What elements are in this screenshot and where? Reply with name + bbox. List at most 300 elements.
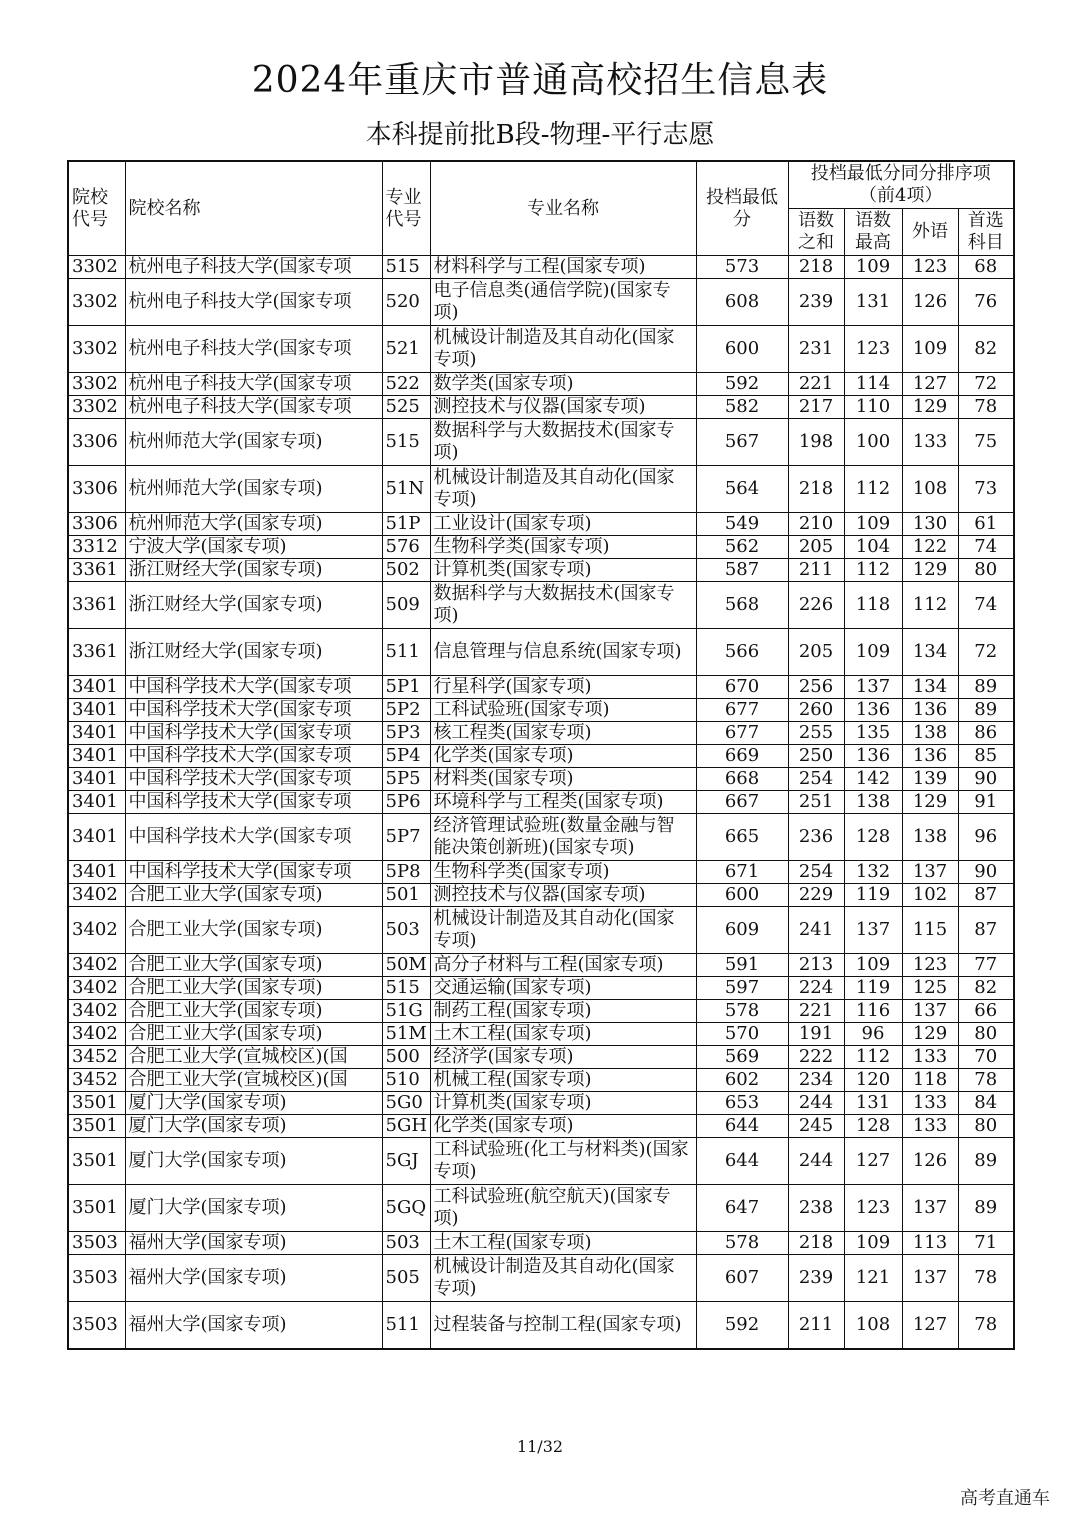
- cell-foreign-language: 129: [902, 1023, 958, 1046]
- cell-first-subject: 87: [958, 884, 1014, 907]
- cell-chinese-math-sum: 244: [788, 1092, 844, 1115]
- cell-foreign-language: 134: [902, 676, 958, 699]
- cell-major-name: 数学类(国家专项): [430, 373, 696, 396]
- cell-min-score: 677: [696, 699, 788, 722]
- cell-foreign-language: 102: [902, 884, 958, 907]
- cell-chinese-math-max: 104: [844, 536, 902, 559]
- cell-min-score: 591: [696, 954, 788, 977]
- cell-first-subject: 80: [958, 559, 1014, 582]
- cell-chinese-math-max: 136: [844, 745, 902, 768]
- cell-school-code: 3306: [68, 466, 125, 513]
- cell-first-subject: 78: [958, 396, 1014, 419]
- cell-school-name: 福州大学(国家专项): [125, 1232, 382, 1255]
- table-row: [68, 279, 1014, 326]
- cell-chinese-math-sum: 234: [788, 1069, 844, 1092]
- cell-school-code: 3306: [68, 419, 125, 466]
- admission-table: [67, 160, 1015, 1350]
- cell-major-name: 工科试验班(航空航天)(国家专项): [430, 1185, 696, 1232]
- cell-major-code: 521: [382, 326, 430, 373]
- cell-min-score: 566: [696, 629, 788, 676]
- table-row: [68, 768, 1014, 791]
- cell-foreign-language: 133: [902, 1115, 958, 1138]
- cell-school-code: 3361: [68, 559, 125, 582]
- cell-first-subject: 80: [958, 1023, 1014, 1046]
- cell-foreign-language: 134: [902, 629, 958, 676]
- cell-foreign-language: 133: [902, 1092, 958, 1115]
- cell-major-name: 工科试验班(化工与材料类)(国家专项): [430, 1138, 696, 1185]
- cell-major-name: 核工程类(国家专项): [430, 722, 696, 745]
- table-row: [68, 536, 1014, 559]
- cell-school-code: 3402: [68, 977, 125, 1000]
- cell-chinese-math-max: 108: [844, 1302, 902, 1350]
- table-row: [68, 791, 1014, 814]
- cell-major-code: 515: [382, 256, 430, 279]
- cell-min-score: 582: [696, 396, 788, 419]
- cell-first-subject: 61: [958, 513, 1014, 536]
- cell-major-name: 电子信息类(通信学院)(国家专项): [430, 279, 696, 326]
- cell-school-name: 中国科学技术大学(国家专项: [125, 791, 382, 814]
- table-row: [68, 629, 1014, 676]
- cell-foreign-language: 113: [902, 1232, 958, 1255]
- cell-major-code: 522: [382, 373, 430, 396]
- cell-chinese-math-sum: 218: [788, 256, 844, 279]
- cell-foreign-language: 137: [902, 1255, 958, 1302]
- cell-min-score: 609: [696, 907, 788, 954]
- cell-foreign-language: 133: [902, 419, 958, 466]
- table-row: [68, 1069, 1014, 1092]
- cell-school-code: 3401: [68, 745, 125, 768]
- cell-chinese-math-sum: 218: [788, 1232, 844, 1255]
- cell-chinese-math-sum: 226: [788, 582, 844, 629]
- cell-chinese-math-sum: 210: [788, 513, 844, 536]
- cell-major-code: 5P6: [382, 791, 430, 814]
- cell-chinese-math-max: 131: [844, 279, 902, 326]
- cell-chinese-math-sum: 250: [788, 745, 844, 768]
- cell-school-name: 合肥工业大学(国家专项): [125, 884, 382, 907]
- cell-school-name: 福州大学(国家专项): [125, 1302, 382, 1350]
- cell-first-subject: 82: [958, 326, 1014, 373]
- cell-chinese-math-sum: 244: [788, 1138, 844, 1185]
- cell-first-subject: 76: [958, 279, 1014, 326]
- cell-first-subject: 86: [958, 722, 1014, 745]
- cell-major-name: 交通运输(国家专项): [430, 977, 696, 1000]
- cell-chinese-math-max: 138: [844, 791, 902, 814]
- cell-major-code: 51P: [382, 513, 430, 536]
- cell-school-name: 杭州师范大学(国家专项): [125, 466, 382, 513]
- brand-label: 高考直通车: [960, 1488, 1050, 1509]
- cell-major-code: 511: [382, 1302, 430, 1350]
- cell-chinese-math-max: 96: [844, 1023, 902, 1046]
- cell-chinese-math-sum: 236: [788, 814, 844, 861]
- cell-school-code: 3312: [68, 536, 125, 559]
- cell-chinese-math-max: 114: [844, 373, 902, 396]
- table-row: [68, 582, 1014, 629]
- cell-major-code: 51G: [382, 1000, 430, 1023]
- cell-school-name: 中国科学技术大学(国家专项: [125, 814, 382, 861]
- cell-chinese-math-max: 128: [844, 1115, 902, 1138]
- table-row: [68, 954, 1014, 977]
- cell-chinese-math-sum: 213: [788, 954, 844, 977]
- cell-major-name: 测控技术与仪器(国家专项): [430, 396, 696, 419]
- cell-school-code: 3361: [68, 629, 125, 676]
- cell-first-subject: 66: [958, 1000, 1014, 1023]
- table-row: [68, 861, 1014, 884]
- table-row: [68, 513, 1014, 536]
- cell-major-code: 509: [382, 582, 430, 629]
- table-row: [68, 745, 1014, 768]
- cell-major-code: 51N: [382, 466, 430, 513]
- cell-major-name: 环境科学与工程类(国家专项): [430, 791, 696, 814]
- cell-major-name: 制药工程(国家专项): [430, 1000, 696, 1023]
- cell-school-code: 3402: [68, 884, 125, 907]
- page-number: 11/32: [516, 1437, 564, 1456]
- cell-school-code: 3501: [68, 1185, 125, 1232]
- cell-min-score: 592: [696, 1302, 788, 1350]
- cell-chinese-math-max: 109: [844, 954, 902, 977]
- cell-min-score: 669: [696, 745, 788, 768]
- header-foreign-language: 外语: [902, 209, 958, 256]
- page-title: 2024年重庆市普通高校招生信息表: [251, 60, 829, 101]
- cell-major-name: 经济学(国家专项): [430, 1046, 696, 1069]
- cell-major-name: 土木工程(国家专项): [430, 1023, 696, 1046]
- cell-school-code: 3302: [68, 279, 125, 326]
- table-row: [68, 722, 1014, 745]
- cell-major-code: 515: [382, 977, 430, 1000]
- cell-school-code: 3501: [68, 1138, 125, 1185]
- cell-chinese-math-sum: 224: [788, 977, 844, 1000]
- cell-chinese-math-max: 137: [844, 676, 902, 699]
- cell-foreign-language: 129: [902, 396, 958, 419]
- cell-school-name: 中国科学技术大学(国家专项: [125, 768, 382, 791]
- cell-chinese-math-sum: 211: [788, 559, 844, 582]
- cell-foreign-language: 137: [902, 861, 958, 884]
- cell-min-score: 608: [696, 279, 788, 326]
- table-row: [68, 977, 1014, 1000]
- cell-chinese-math-sum: 218: [788, 466, 844, 513]
- cell-chinese-math-sum: 221: [788, 373, 844, 396]
- cell-first-subject: 73: [958, 466, 1014, 513]
- header-chinese-math-max: 语数最高: [844, 209, 902, 256]
- cell-chinese-math-max: 109: [844, 629, 902, 676]
- cell-foreign-language: 125: [902, 977, 958, 1000]
- cell-foreign-language: 136: [902, 699, 958, 722]
- cell-school-code: 3501: [68, 1092, 125, 1115]
- cell-school-name: 厦门大学(国家专项): [125, 1092, 382, 1115]
- cell-chinese-math-sum: 241: [788, 907, 844, 954]
- cell-major-name: 信息管理与信息系统(国家专项): [430, 629, 696, 676]
- cell-first-subject: 68: [958, 256, 1014, 279]
- cell-major-code: 505: [382, 1255, 430, 1302]
- cell-major-code: 510: [382, 1069, 430, 1092]
- cell-chinese-math-max: 131: [844, 1092, 902, 1115]
- cell-first-subject: 89: [958, 699, 1014, 722]
- cell-foreign-language: 127: [902, 373, 958, 396]
- cell-min-score: 670: [696, 676, 788, 699]
- cell-major-name: 测控技术与仪器(国家专项): [430, 884, 696, 907]
- cell-major-code: 576: [382, 536, 430, 559]
- cell-school-code: 3302: [68, 326, 125, 373]
- cell-chinese-math-max: 112: [844, 559, 902, 582]
- cell-school-name: 中国科学技术大学(国家专项: [125, 699, 382, 722]
- cell-min-score: 549: [696, 513, 788, 536]
- table-row: [68, 326, 1014, 373]
- cell-min-score: 607: [696, 1255, 788, 1302]
- cell-chinese-math-sum: 239: [788, 1255, 844, 1302]
- cell-chinese-math-max: 135: [844, 722, 902, 745]
- cell-chinese-math-max: 112: [844, 466, 902, 513]
- cell-school-code: 3402: [68, 1000, 125, 1023]
- cell-first-subject: 78: [958, 1255, 1014, 1302]
- cell-min-score: 578: [696, 1000, 788, 1023]
- cell-major-code: 5P2: [382, 699, 430, 722]
- cell-school-name: 杭州电子科技大学(国家专项: [125, 256, 382, 279]
- cell-first-subject: 84: [958, 1092, 1014, 1115]
- cell-major-code: 525: [382, 396, 430, 419]
- table-row: [68, 559, 1014, 582]
- cell-first-subject: 82: [958, 977, 1014, 1000]
- table-row: [68, 1115, 1014, 1138]
- cell-chinese-math-sum: 254: [788, 768, 844, 791]
- cell-first-subject: 85: [958, 745, 1014, 768]
- cell-min-score: 592: [696, 373, 788, 396]
- cell-first-subject: 96: [958, 814, 1014, 861]
- table-row: [68, 699, 1014, 722]
- cell-foreign-language: 137: [902, 1185, 958, 1232]
- cell-chinese-math-sum: 256: [788, 676, 844, 699]
- cell-school-code: 3401: [68, 861, 125, 884]
- cell-major-name: 化学类(国家专项): [430, 745, 696, 768]
- cell-major-name: 化学类(国家专项): [430, 1115, 696, 1138]
- cell-major-code: 5P7: [382, 814, 430, 861]
- cell-first-subject: 90: [958, 768, 1014, 791]
- cell-major-code: 5GQ: [382, 1185, 430, 1232]
- header-chinese-math-sum: 语数之和: [788, 209, 844, 256]
- cell-chinese-math-sum: 205: [788, 536, 844, 559]
- cell-school-code: 3302: [68, 256, 125, 279]
- cell-min-score: 569: [696, 1046, 788, 1069]
- cell-school-name: 杭州师范大学(国家专项): [125, 419, 382, 466]
- cell-foreign-language: 108: [902, 466, 958, 513]
- cell-school-name: 浙江财经大学(国家专项): [125, 629, 382, 676]
- cell-chinese-math-sum: 229: [788, 884, 844, 907]
- table-row: [68, 1138, 1014, 1185]
- cell-min-score: 668: [696, 768, 788, 791]
- cell-major-code: 520: [382, 279, 430, 326]
- cell-major-name: 土木工程(国家专项): [430, 1232, 696, 1255]
- cell-school-code: 3402: [68, 954, 125, 977]
- cell-foreign-language: 122: [902, 536, 958, 559]
- cell-major-code: 502: [382, 559, 430, 582]
- cell-chinese-math-max: 121: [844, 1255, 902, 1302]
- cell-min-score: 667: [696, 791, 788, 814]
- cell-first-subject: 89: [958, 1138, 1014, 1185]
- page-subtitle: 本科提前批B段-物理-平行志愿: [365, 120, 715, 150]
- cell-major-name: 行星科学(国家专项): [430, 676, 696, 699]
- header-school-name: 院校名称: [125, 161, 382, 256]
- table-row: [68, 396, 1014, 419]
- cell-major-name: 计算机类(国家专项): [430, 559, 696, 582]
- cell-min-score: 677: [696, 722, 788, 745]
- header-first-subject: 首选科目: [958, 209, 1014, 256]
- table-row: [68, 1302, 1014, 1350]
- cell-school-code: 3452: [68, 1046, 125, 1069]
- cell-chinese-math-sum: 198: [788, 419, 844, 466]
- cell-first-subject: 75: [958, 419, 1014, 466]
- cell-school-code: 3503: [68, 1255, 125, 1302]
- cell-first-subject: 78: [958, 1302, 1014, 1350]
- cell-min-score: 564: [696, 466, 788, 513]
- cell-min-score: 602: [696, 1069, 788, 1092]
- cell-first-subject: 89: [958, 676, 1014, 699]
- table-row: [68, 1255, 1014, 1302]
- cell-chinese-math-max: 137: [844, 907, 902, 954]
- cell-school-name: 宁波大学(国家专项): [125, 536, 382, 559]
- table-row: [68, 466, 1014, 513]
- cell-school-name: 中国科学技术大学(国家专项: [125, 676, 382, 699]
- cell-school-code: 3501: [68, 1115, 125, 1138]
- cell-school-name: 中国科学技术大学(国家专项: [125, 722, 382, 745]
- table-row: [68, 256, 1014, 279]
- cell-min-score: 597: [696, 977, 788, 1000]
- cell-first-subject: 74: [958, 536, 1014, 559]
- cell-school-name: 合肥工业大学(国家专项): [125, 1000, 382, 1023]
- cell-school-code: 3306: [68, 513, 125, 536]
- cell-school-name: 浙江财经大学(国家专项): [125, 559, 382, 582]
- cell-school-name: 杭州电子科技大学(国家专项: [125, 279, 382, 326]
- cell-major-name: 生物科学类(国家专项): [430, 536, 696, 559]
- table-row: [68, 884, 1014, 907]
- cell-chinese-math-max: 142: [844, 768, 902, 791]
- cell-foreign-language: 123: [902, 954, 958, 977]
- cell-first-subject: 90: [958, 861, 1014, 884]
- cell-min-score: 578: [696, 1232, 788, 1255]
- cell-min-score: 653: [696, 1092, 788, 1115]
- cell-chinese-math-max: 119: [844, 884, 902, 907]
- cell-min-score: 587: [696, 559, 788, 582]
- cell-chinese-math-max: 120: [844, 1069, 902, 1092]
- cell-major-name: 计算机类(国家专项): [430, 1092, 696, 1115]
- cell-first-subject: 80: [958, 1115, 1014, 1138]
- cell-min-score: 600: [696, 884, 788, 907]
- cell-major-name: 机械设计制造及其自动化(国家专项): [430, 326, 696, 373]
- cell-first-subject: 70: [958, 1046, 1014, 1069]
- cell-major-code: 5G0: [382, 1092, 430, 1115]
- cell-foreign-language: 136: [902, 745, 958, 768]
- table-row: [68, 373, 1014, 396]
- header-min-score: 投档最低分: [696, 161, 788, 256]
- cell-first-subject: 78: [958, 1069, 1014, 1092]
- cell-major-code: 503: [382, 907, 430, 954]
- header-tiebreak-group: 投档最低分同分排序项（前4项）: [788, 161, 1014, 209]
- cell-chinese-math-sum: 205: [788, 629, 844, 676]
- cell-foreign-language: 129: [902, 791, 958, 814]
- cell-foreign-language: 118: [902, 1069, 958, 1092]
- cell-major-code: 501: [382, 884, 430, 907]
- cell-major-code: 515: [382, 419, 430, 466]
- cell-school-code: 3401: [68, 722, 125, 745]
- cell-chinese-math-max: 109: [844, 513, 902, 536]
- cell-major-name: 材料科学与工程(国家专项): [430, 256, 696, 279]
- cell-major-code: 500: [382, 1046, 430, 1069]
- cell-chinese-math-max: 123: [844, 1185, 902, 1232]
- cell-major-code: 5P3: [382, 722, 430, 745]
- cell-min-score: 644: [696, 1115, 788, 1138]
- cell-foreign-language: 138: [902, 722, 958, 745]
- cell-major-code: 503: [382, 1232, 430, 1255]
- cell-major-code: 511: [382, 629, 430, 676]
- table-row: [68, 1046, 1014, 1069]
- cell-school-code: 3302: [68, 396, 125, 419]
- cell-first-subject: 87: [958, 907, 1014, 954]
- cell-chinese-math-sum: 254: [788, 861, 844, 884]
- header-school-code: 院校代号: [68, 161, 125, 256]
- cell-school-name: 杭州师范大学(国家专项): [125, 513, 382, 536]
- cell-major-code: 5P5: [382, 768, 430, 791]
- cell-major-code: 51M: [382, 1023, 430, 1046]
- cell-foreign-language: 139: [902, 768, 958, 791]
- cell-major-name: 机械设计制造及其自动化(国家专项): [430, 466, 696, 513]
- table-row: [68, 1185, 1014, 1232]
- cell-school-name: 合肥工业大学(国家专项): [125, 907, 382, 954]
- cell-chinese-math-sum: 231: [788, 326, 844, 373]
- cell-chinese-math-max: 116: [844, 1000, 902, 1023]
- cell-foreign-language: 127: [902, 1302, 958, 1350]
- cell-chinese-math-max: 110: [844, 396, 902, 419]
- cell-school-name: 杭州电子科技大学(国家专项: [125, 326, 382, 373]
- table-row: [68, 1092, 1014, 1115]
- header-major-name: 专业名称: [430, 161, 696, 256]
- cell-chinese-math-max: 119: [844, 977, 902, 1000]
- cell-school-name: 福州大学(国家专项): [125, 1255, 382, 1302]
- cell-major-name: 工业设计(国家专项): [430, 513, 696, 536]
- cell-first-subject: 91: [958, 791, 1014, 814]
- cell-foreign-language: 126: [902, 279, 958, 326]
- cell-school-code: 3402: [68, 1023, 125, 1046]
- cell-major-name: 高分子材料与工程(国家专项): [430, 954, 696, 977]
- cell-major-code: 5GH: [382, 1115, 430, 1138]
- cell-first-subject: 74: [958, 582, 1014, 629]
- cell-first-subject: 72: [958, 373, 1014, 396]
- cell-first-subject: 77: [958, 954, 1014, 977]
- cell-school-code: 3503: [68, 1302, 125, 1350]
- cell-school-code: 3402: [68, 907, 125, 954]
- cell-school-name: 合肥工业大学(国家专项): [125, 1023, 382, 1046]
- cell-chinese-math-sum: 211: [788, 1302, 844, 1350]
- cell-min-score: 562: [696, 536, 788, 559]
- cell-foreign-language: 126: [902, 1138, 958, 1185]
- cell-foreign-language: 109: [902, 326, 958, 373]
- cell-min-score: 671: [696, 861, 788, 884]
- cell-min-score: 573: [696, 256, 788, 279]
- cell-chinese-math-max: 109: [844, 256, 902, 279]
- cell-chinese-math-max: 132: [844, 861, 902, 884]
- cell-min-score: 568: [696, 582, 788, 629]
- cell-major-name: 生物科学类(国家专项): [430, 861, 696, 884]
- cell-school-name: 合肥工业大学(国家专项): [125, 954, 382, 977]
- cell-chinese-math-sum: 238: [788, 1185, 844, 1232]
- cell-school-code: 3361: [68, 582, 125, 629]
- cell-min-score: 600: [696, 326, 788, 373]
- cell-chinese-math-sum: 221: [788, 1000, 844, 1023]
- cell-school-name: 合肥工业大学(国家专项): [125, 977, 382, 1000]
- cell-min-score: 570: [696, 1023, 788, 1046]
- cell-school-name: 杭州电子科技大学(国家专项: [125, 373, 382, 396]
- cell-chinese-math-sum: 191: [788, 1023, 844, 1046]
- cell-chinese-math-max: 127: [844, 1138, 902, 1185]
- cell-foreign-language: 138: [902, 814, 958, 861]
- cell-chinese-math-max: 100: [844, 419, 902, 466]
- cell-chinese-math-sum: 222: [788, 1046, 844, 1069]
